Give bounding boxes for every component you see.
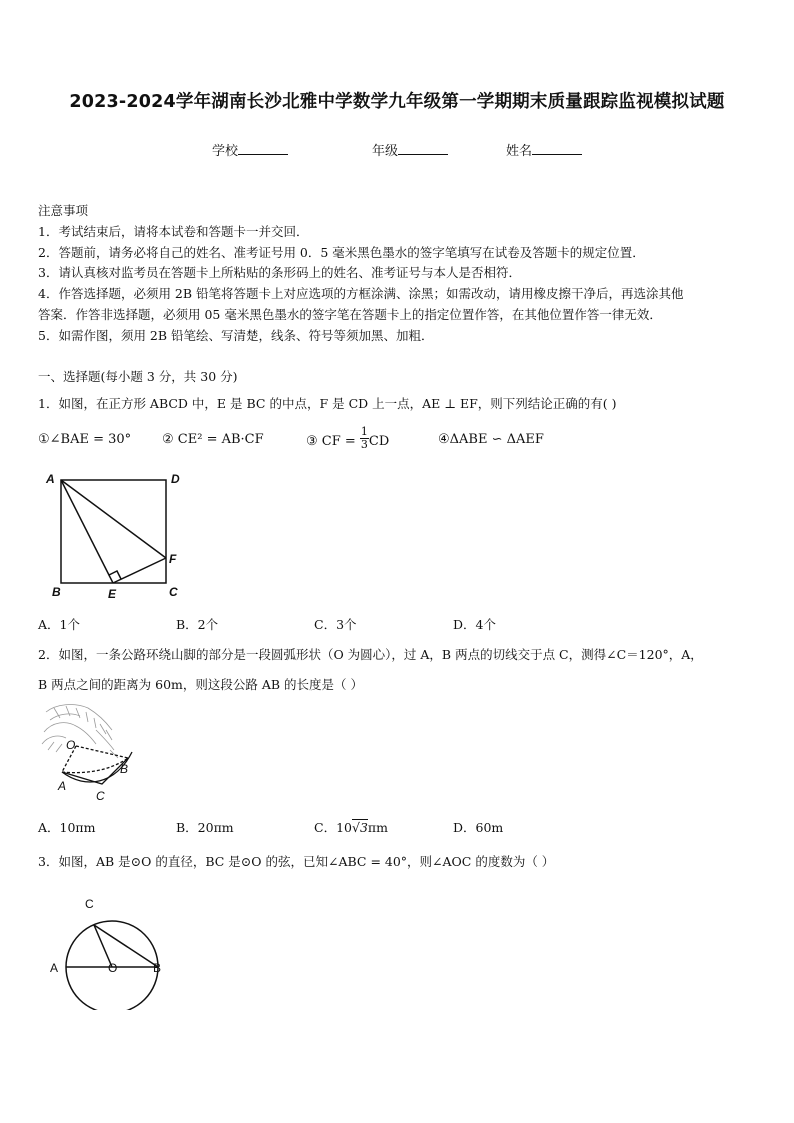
notice-item: 3．请认真核对监考员在答题卡上所粘贴的条形码上的姓名、准考证号与本人是否相符． xyxy=(38,265,521,280)
notice-item: 答案．作答非选择题，必须用 05 毫米黑色墨水的签字笔在答题卡上的指定位置作答，在其他位置作答一律无效． xyxy=(38,307,662,322)
q2-stem-line2: B 两点之间的距离为 60m，则这段公路 AB 的长度是（ ） xyxy=(38,677,364,692)
q2-option-c xyxy=(314,818,388,836)
grade-label: 年级 xyxy=(372,144,399,159)
notice-item: 1．考试结束后，请将本试卷和答题卡一并交回． xyxy=(38,224,309,239)
label-c: C xyxy=(96,789,105,803)
q2-stem-line1: 2．如图，一条公路环绕山脚的部分是一段圆弧形状（O 为圆心），过 A，B 两点的切线交于点 C，测得∠C＝120°，A， xyxy=(38,647,703,662)
label-d: D xyxy=(171,472,180,486)
q3-circle-figure xyxy=(44,892,174,1010)
q1-option-a: A．1个 xyxy=(38,617,80,632)
sqrt-three: √3 xyxy=(351,820,368,835)
label-a: A xyxy=(46,472,55,486)
school-field xyxy=(212,140,288,159)
grade-field xyxy=(372,140,448,159)
label-o: O xyxy=(108,961,118,975)
school-label: 学校 xyxy=(212,144,239,159)
grade-blank xyxy=(398,142,448,155)
label-a: A xyxy=(58,779,67,793)
label-b: B xyxy=(153,961,162,975)
segment-af xyxy=(61,480,166,558)
segment-ef xyxy=(113,558,166,583)
q1-option-b: B．2个 xyxy=(176,617,219,632)
section-heading: 一、选择题(每小题 3 分，共 30 分) xyxy=(38,369,238,384)
label-a: A xyxy=(50,961,59,975)
q1-frac-num: 1 xyxy=(360,425,368,438)
q1-option-c: C．3个 xyxy=(314,617,357,632)
name-field xyxy=(506,140,582,159)
label-c: C xyxy=(85,897,94,911)
name-label: 姓名 xyxy=(506,144,533,159)
mountain-sketch xyxy=(42,705,118,758)
label-o: O xyxy=(66,738,76,752)
label-b: B xyxy=(120,762,129,776)
q1-square-figure xyxy=(38,468,188,603)
school-blank xyxy=(238,142,288,155)
q1-statement-1: ①∠BAE = 30° xyxy=(38,432,132,447)
q1-statement-4: ④ΔABE ∽ ΔAEF xyxy=(438,432,544,447)
square-abcd xyxy=(61,480,166,583)
q1-frac-den: 3 xyxy=(360,438,368,451)
q1-frac-tail: CD xyxy=(368,434,390,449)
notice-item: 4．作答选择题，必须用 2B 铅笔将答题卡上对应选项的方框涂满、涂黑；如需改动，请用橡皮擦干净后，再选涂其他 xyxy=(38,286,684,301)
q2-option-c-tail: πm xyxy=(367,820,388,835)
q2-option-c-lead: C．10 xyxy=(314,820,352,835)
q1-statement-3 xyxy=(306,425,390,451)
name-blank xyxy=(532,142,582,155)
q2-option-a: A．10πm xyxy=(38,820,96,835)
q2-option-d: D．60m xyxy=(453,820,504,835)
q3-stem: 3．如图，AB 是⊙O 的直径，BC 是⊙O 的弦，已知∠ABC = 40°，则∠AOC 的度数为（ ） xyxy=(38,854,555,869)
label-f: F xyxy=(169,552,177,566)
q2-road-figure xyxy=(36,700,148,804)
q1-statement-2: ② CE² = AB·CF xyxy=(162,432,264,447)
notice-item: 5．如需作图，须用 2B 铅笔绘、写清楚，线条、符号等须加黑、加粗． xyxy=(38,328,434,343)
q1-stem: 1．如图，在正方形 ABCD 中，E 是 BC 的中点，F 是 CD 上一点，AE ⊥ EF，则下列结论正确的有( ) xyxy=(38,396,617,411)
notice-item: 2．答题前，请务必将自己的姓名、准考证号用 0．5 毫米黑色墨水的签字笔填写在试卷及答题卡的规定位置． xyxy=(38,245,645,260)
q1-option-d: D．4个 xyxy=(453,617,496,632)
notice-heading: 注意事项 xyxy=(38,203,89,218)
label-b: B xyxy=(52,585,61,599)
q2-option-b: B．20πm xyxy=(176,820,234,835)
segment-ae xyxy=(61,480,113,583)
label-c: C xyxy=(169,585,178,599)
q1-fraction xyxy=(360,426,369,451)
page-title: 2023-2024学年湖南长沙北雅中学数学九年级第一学期期末质量跟踪监视模拟试题 xyxy=(69,92,725,112)
q1-statement-3-lead: ③ CF = xyxy=(306,434,360,449)
label-e: E xyxy=(108,587,117,601)
